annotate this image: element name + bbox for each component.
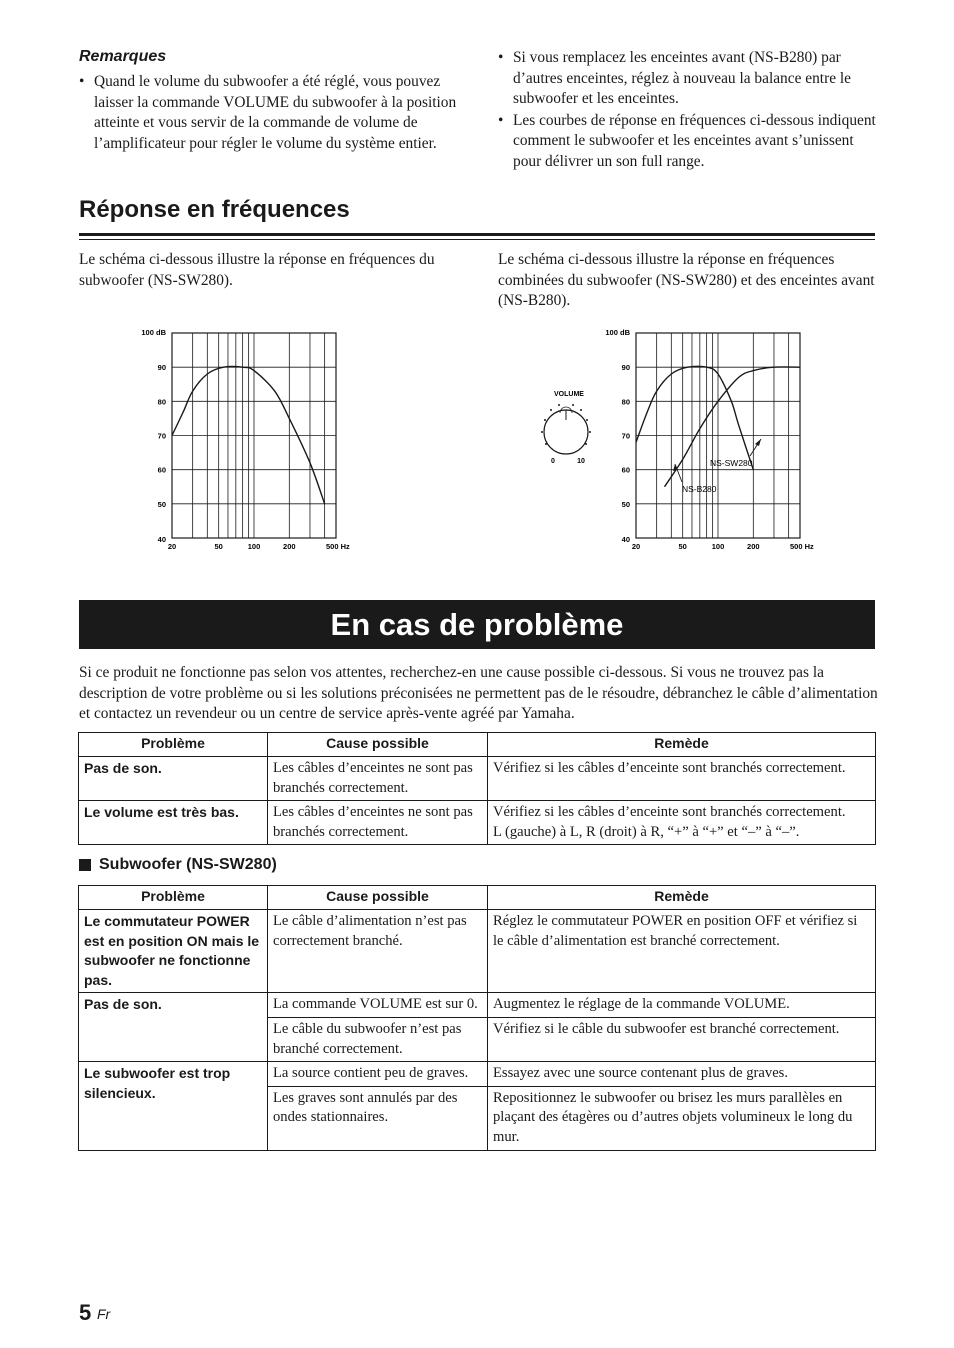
problems-intro: Si ce produit ne fonctionne pas selon vos attentes, recherchez-en une cause possible ci-dessous. Si vous ne trouvez pas la description de votre problème ou si les solutions préconisées ne permettent pas de le résoudre, débranchez le câble d’alimentation et contactez un revendeur ou un centre de service après-vente agréé par Yamaha. <box>79 664 878 723</box>
remedy-cell: Réglez le commutateur POWER en position OFF et vérifiez si le câble d’alimentation est branché correctement. <box>488 910 876 993</box>
cause-cell: Le câble du subwoofer n’est pas branché correctement. <box>268 1017 488 1061</box>
remedy-cell: Repositionnez le subwoofer ou brisez les murs parallèles en plaçant des étagères ou d’autres objets volumineux le long du mur. <box>488 1086 876 1150</box>
header-problem: Problème <box>79 733 268 757</box>
remarks-left-list <box>79 72 459 155</box>
problem-cell: Pas de son. <box>79 757 268 801</box>
label-ns-b280: NS-B280 <box>682 484 717 494</box>
subheading-subwoofer <box>79 856 277 874</box>
header-cause: Cause possible <box>268 733 488 757</box>
problem-cell: Le commutateur POWER est en position ON mais le subwoofer ne fonctionne pas. <box>79 910 268 993</box>
remarks-bullet: • Si vous remplacez les enceintes avant (NS-B280) par d’autres enceintes, réglez à nouveau la balance entre le subwoofer et les enceintes. <box>498 48 878 110</box>
y-tick-label: 40 <box>621 535 630 544</box>
y-tick-label: 60 <box>157 465 166 475</box>
freq-left-text: Le schéma ci-dessous illustre la réponse en fréquences du subwoofer (NS-SW280). <box>79 251 435 289</box>
cause-cell: Les câbles d’enceintes ne sont pas branchés correctement. <box>268 757 488 801</box>
header-remedy: Remède <box>488 733 876 757</box>
series-callouts <box>673 439 761 494</box>
x-tick-label: 50 <box>214 542 223 551</box>
freq-right-text: Le schéma ci-dessous illustre la réponse en fréquences combinées du subwoofer (NS-SW280) et des enceintes avant (NS-B280). <box>498 251 875 310</box>
x-tick-label: 20 <box>631 542 641 551</box>
remarks-title: Remarques <box>79 48 167 65</box>
x-tick-label: 20 <box>167 542 177 551</box>
y-tick-label: 90 <box>621 363 630 373</box>
table-row <box>79 910 876 993</box>
remarks-right-list <box>498 48 878 174</box>
y-tick-label: 60 <box>621 465 630 475</box>
y-tick-label: 100 dB <box>141 328 166 337</box>
y-tick-label: 70 <box>621 431 630 441</box>
page-language: Fr <box>97 1306 111 1322</box>
y-tick-label: 80 <box>621 397 630 407</box>
remedy-cell: Essayez avec une source contenant plus de graves. <box>488 1062 876 1087</box>
chart-subwoofer-response <box>120 322 370 558</box>
problems-table-subwoofer <box>78 885 876 1151</box>
remarks-bullet: • Les courbes de réponse en fréquences ci-dessous indiquent comment le subwoofer et les enceintes avant s’unissent pour délivrer un son full range. <box>498 111 878 173</box>
series-line-1 <box>636 366 753 469</box>
section-banner-problems: En cas de problème <box>79 600 875 649</box>
cause-cell: Le câble d’alimentation n’est pas correctement branché. <box>268 910 488 993</box>
section-title-frequency: Réponse en fréquences <box>79 196 350 223</box>
problem-cell: Le subwoofer est trop silencieux. <box>79 1062 268 1150</box>
header-cause: Cause possible <box>268 886 488 910</box>
cause-cell: La commande VOLUME est sur 0. <box>268 993 488 1018</box>
divider <box>79 233 875 236</box>
chart-combined-response <box>584 322 834 558</box>
y-axis-ticks <box>605 328 630 544</box>
x-tick-label: 100 <box>247 542 261 551</box>
volume-label: VOLUME <box>554 391 584 398</box>
x-tick-label: 500 Hz <box>790 542 814 551</box>
y-tick-label: 70 <box>157 431 166 441</box>
header-problem: Problème <box>79 886 268 910</box>
chart-grid <box>636 333 800 538</box>
x-tick-label: 100 <box>711 542 725 551</box>
problems-table-general <box>78 732 876 845</box>
remedy-cell <box>488 801 876 845</box>
cause-cell: La source contient peu de graves. <box>268 1062 488 1087</box>
remedy-line: L (gauche) à L, R (droit) à R, “+” à “+” et “–” à “–”. <box>493 823 800 840</box>
table-row <box>79 801 876 845</box>
remedy-cell: Vérifiez si les câbles d’enceinte sont branchés correctement. <box>488 757 876 801</box>
x-tick-label: 200 <box>747 542 760 551</box>
label-ns-sw280: NS-SW280 <box>710 458 753 468</box>
problem-cell: Le volume est très bas. <box>79 801 268 845</box>
y-tick-label: 90 <box>157 363 166 373</box>
x-axis-ticks <box>168 542 350 551</box>
y-tick-label: 100 dB <box>605 328 630 337</box>
x-tick-label: 200 <box>283 542 296 551</box>
y-tick-label: 40 <box>157 535 166 544</box>
cause-cell: Les câbles d’enceintes ne sont pas branchés correctement. <box>268 801 488 845</box>
series-line-2 <box>665 367 801 487</box>
remedy-cell: Augmentez le réglage de la commande VOLUME. <box>488 993 876 1018</box>
problem-cell: Pas de son. <box>79 993 268 1062</box>
x-tick-label: 500 Hz <box>326 542 350 551</box>
remedy-line: Vérifiez si les câbles d’enceinte sont branchés correctement. <box>493 804 846 821</box>
knob-max-label: 10 <box>577 458 585 465</box>
chart-grid <box>172 333 336 538</box>
y-axis-ticks <box>141 328 166 544</box>
cause-cell: Les graves sont annulés par des ondes stationnaires. <box>268 1086 488 1150</box>
y-tick-label: 50 <box>621 499 630 509</box>
table-row <box>79 993 876 1018</box>
table-row <box>79 1062 876 1087</box>
y-tick-label: 50 <box>157 499 166 509</box>
header-remedy: Remède <box>488 886 876 910</box>
x-axis-ticks <box>632 542 814 551</box>
x-tick-label: 50 <box>678 542 687 551</box>
knob-min-label: 0 <box>551 458 555 465</box>
remarks-bullet: • Quand le volume du subwoofer a été réglé, vous pouvez laisser la commande VOLUME du subwoofer à la position atteinte et vous servir de la commande de volume de l’amplificateur pour régler le volume du système entier. <box>79 72 459 154</box>
divider <box>79 239 875 240</box>
y-tick-label: 80 <box>157 397 166 407</box>
subheading-text: Subwoofer (NS-SW280) <box>99 856 277 873</box>
remedy-cell: Vérifiez si le câble du subwoofer est branché correctement. <box>488 1017 876 1061</box>
square-bullet-icon <box>79 859 91 871</box>
table-row <box>79 757 876 801</box>
page-number: 5 <box>79 1300 92 1325</box>
